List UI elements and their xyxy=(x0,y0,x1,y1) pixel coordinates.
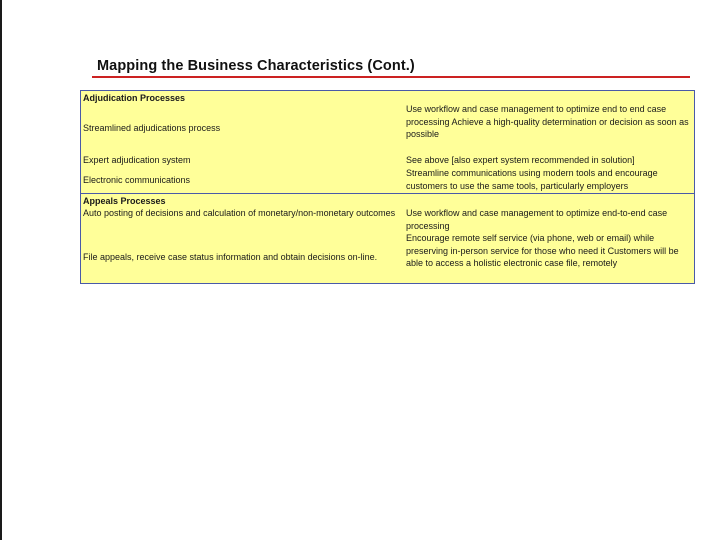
slide-title: Mapping the Business Characteristics (Cont.) xyxy=(97,58,415,74)
section-heading: Appeals Processes xyxy=(83,196,166,206)
requirement-streamlined-adjudications: Streamlined adjudications process xyxy=(83,123,221,133)
solution-electronic-communications: Streamline communications using modern tools and encourage customers to use the same tools, particularly employers xyxy=(406,168,658,191)
mapping-table xyxy=(80,90,695,284)
requirement-auto-posting: Auto posting of decisions and calculation of monetary/non-monetary outcomes xyxy=(83,208,396,218)
solution-auto-posting: Use workflow and case management to optimize end-to-end case processing xyxy=(406,208,668,231)
solution-expert-adjudication: See above [also expert system recommended in solution] xyxy=(406,155,635,165)
requirement-file-appeals: File appeals, receive case status information and obtain decisions on-line. xyxy=(83,252,378,262)
solution-file-appeals: Encourage remote self service (via phone, web or email) while preserving in-person service for those who need it Customers will be able to access a holistic electronic case file, remotely xyxy=(406,233,679,269)
title-underline xyxy=(92,76,690,78)
solution-streamlined-adjudications: Use workflow and case management to optimize end to end case processing Achieve a high-quality determination or decision as soon as possible xyxy=(406,104,689,140)
requirement-electronic-communications: Electronic communications xyxy=(83,175,191,185)
requirement-expert-adjudication: Expert adjudication system xyxy=(83,155,191,165)
section-heading: Adjudication Processes xyxy=(83,93,186,103)
section-appeals-processes xyxy=(81,193,694,283)
slide-left-border xyxy=(0,0,2,540)
section-adjudication-processes xyxy=(81,91,694,193)
